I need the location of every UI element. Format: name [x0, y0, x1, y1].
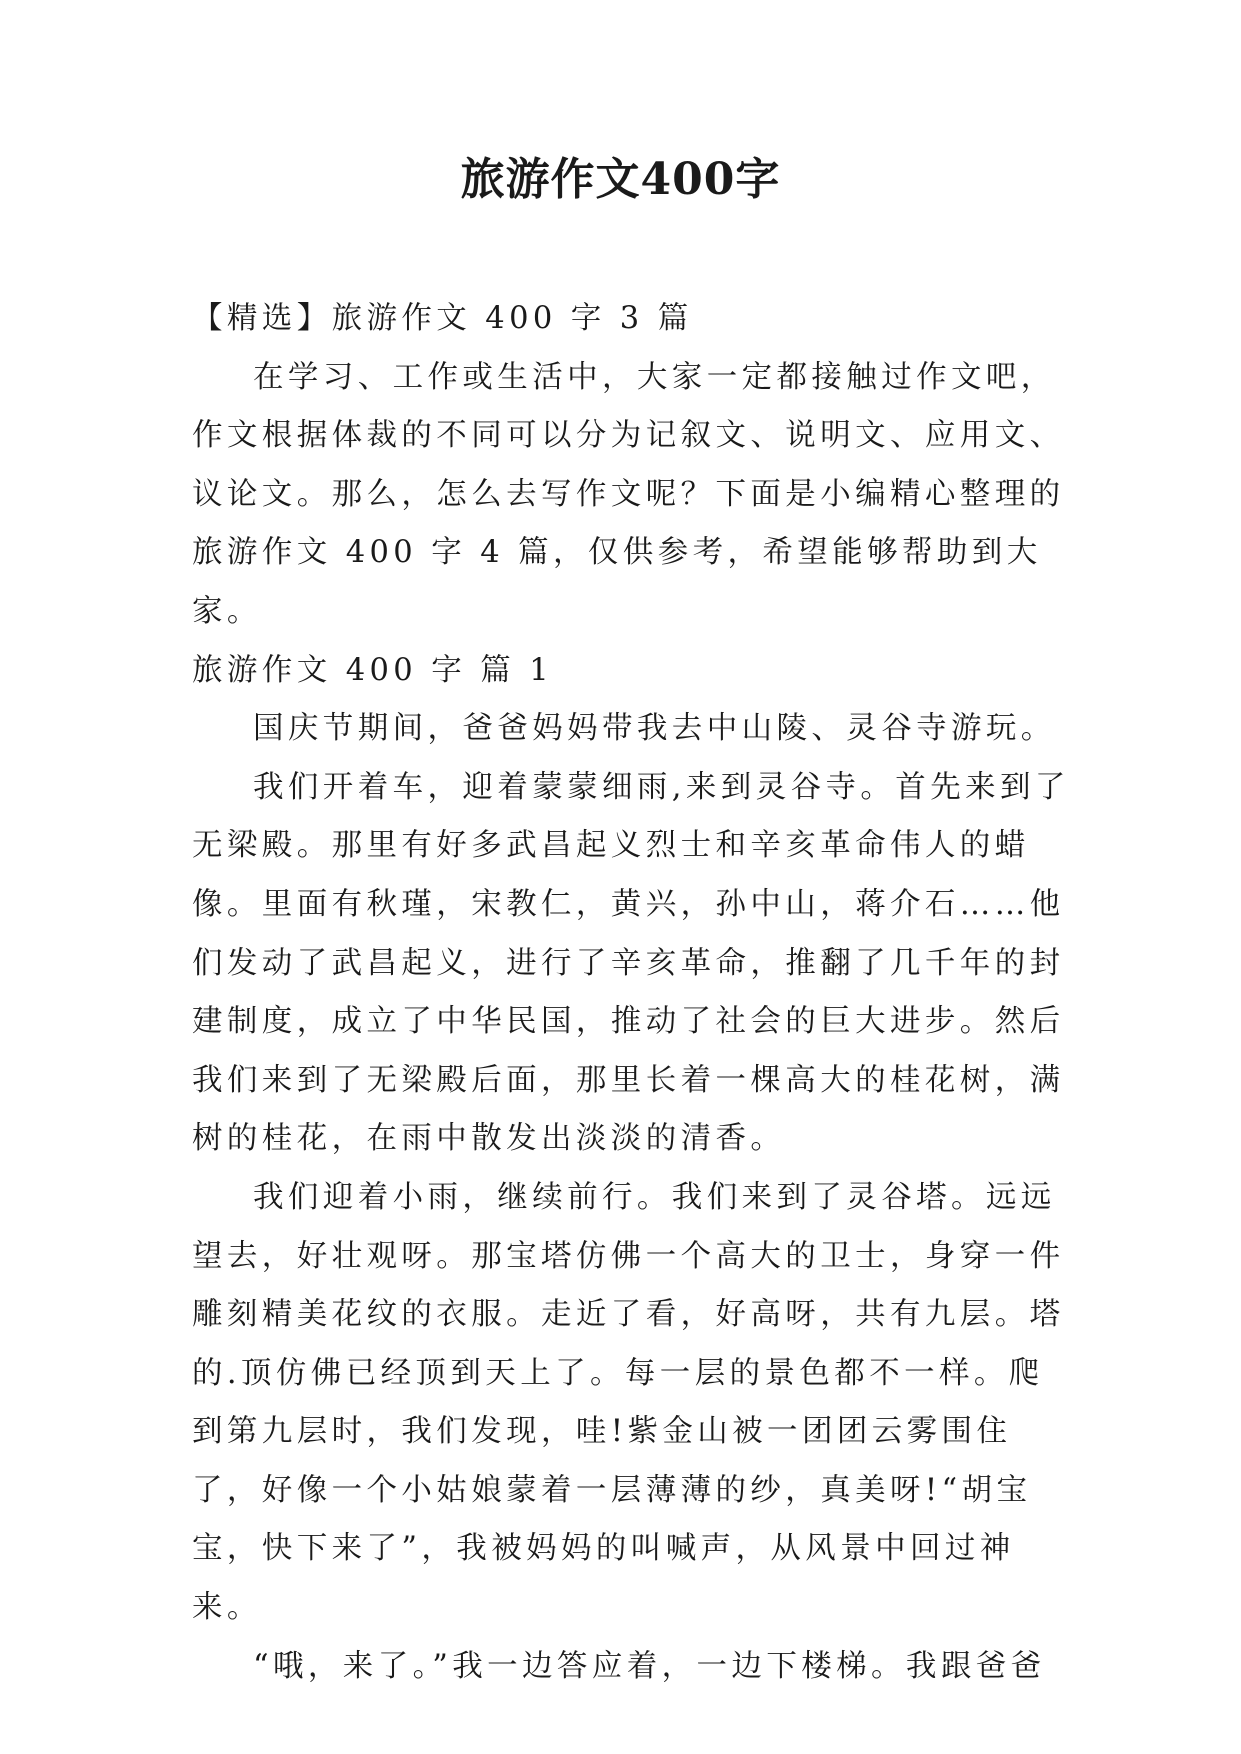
- body-paragraph: 国庆节期间，爸爸妈妈带我去中山陵、灵谷寺游玩。: [253, 711, 1056, 747]
- intro-paragraph: 在学习、工作或生活中，大家一定都接触过作文吧，作文根据体裁的不同可以分为记叙文、说明文、应用文、议论文。那么，怎么去写作文呢？下面是小编精心整理的旅游作文 400 字 4 篇，仅供参考，希望能够帮助到大家。: [192, 359, 1065, 629]
- body-paragraph: “哦，来了。”我一边答应着，一边下楼梯。我跟爸爸: [253, 1648, 1046, 1684]
- body-paragraph: 我们迎着小雨，继续前行。我们来到了灵谷塔。远远望去，好壮观呀。那宝塔仿佛一个高大的卫士，身穿一件雕刻精美花纹的衣服。走近了看，好高呀，共有九层。塔的.顶仿佛已经顶到天上了。每一层的景色都不一样。爬到第九层时，我们发现，哇!紫金山被一团团云雾围住了，好像一个小姑娘蒙着一层薄薄的纱，真美呀!“胡宝宝，快下来了”，我被妈妈的叫喊声，从风景中回过神来。: [192, 1179, 1065, 1626]
- document-subtitle: 【精选】旅游作文 400 字 3 篇: [192, 301, 693, 336]
- body-paragraph: 我们开着车，迎着蒙蒙细雨,来到灵谷寺。首先来到了无梁殿。那里有好多武昌起义烈士和辛亥革命伟人的蜡像。里面有秋瑾，宋教仁，黄兴，孙中山，蒋介石……他们发动了武昌起义，进行了辛亥革命，推翻了几千年的封建制度，成立了中华民国，推动了社会的巨大进步。然后我们来到了无梁殿后面，那里长着一棵高大的桂花树，满树的桂花，在雨中散发出淡淡的清香。: [192, 769, 1070, 1157]
- document-title: 旅游作文400字: [460, 154, 781, 205]
- document-body: [192, 290, 1072, 1696]
- section-heading: 旅游作文 400 字 篇 1: [192, 652, 553, 688]
